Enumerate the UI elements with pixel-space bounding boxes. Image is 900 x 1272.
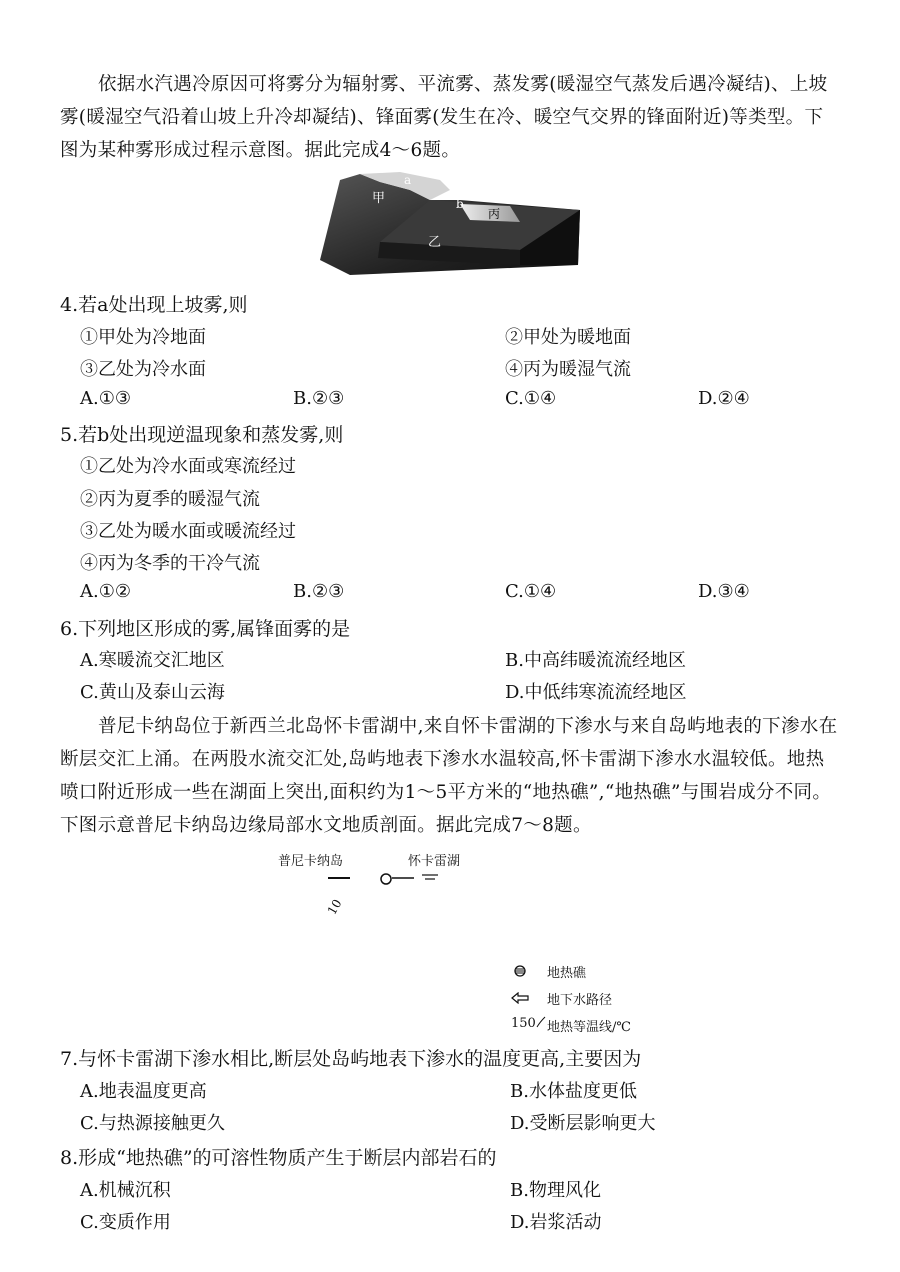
q5-option-d: D.③④ bbox=[698, 581, 750, 602]
q4-statement-4: ④丙为暖湿气流 bbox=[505, 359, 631, 380]
q8-option-a: A.机械沉积 bbox=[80, 1180, 171, 1201]
label-lake: 怀卡雷湖 bbox=[408, 854, 461, 869]
q6-option-a: A.寒暖流交汇地区 bbox=[80, 650, 225, 671]
q4-option-b: B.②③ bbox=[293, 388, 345, 409]
isotherm-label: 10 bbox=[324, 896, 345, 918]
q5-statement-2: ②丙为夏季的暖湿气流 bbox=[80, 489, 260, 510]
legend-isotherm-value: 150 bbox=[511, 1016, 536, 1031]
q5-statement-1: ①乙处为冷水面或寒流经过 bbox=[80, 456, 296, 477]
q4-option-c: C.①④ bbox=[505, 388, 557, 409]
q5-statement-3: ③乙处为暖水面或暖流经过 bbox=[80, 521, 296, 542]
q7-option-a: A.地表温度更高 bbox=[80, 1081, 207, 1102]
q4-stem: 4.若a处出现上坡雾,则 bbox=[60, 294, 248, 316]
q4-option-a: A.①③ bbox=[80, 388, 131, 409]
q4-statement-3: ③乙处为冷水面 bbox=[80, 359, 206, 380]
isotherm-icon bbox=[536, 1016, 546, 1028]
q5-option-c: C.①④ bbox=[505, 581, 557, 602]
geothermal-reef-icon bbox=[513, 964, 527, 978]
label-jia: 甲 bbox=[372, 191, 386, 206]
legend-label-isotherm: 地热等温线/℃ bbox=[547, 1020, 631, 1035]
label-yi: 乙 bbox=[428, 235, 442, 250]
q5-option-b: B.②③ bbox=[293, 581, 345, 602]
legend-label-path: 地下水路径 bbox=[547, 993, 613, 1008]
q4-statement-2: ②甲处为暖地面 bbox=[505, 327, 631, 348]
q4-option-d: D.②④ bbox=[698, 388, 750, 409]
label-bing: 丙 bbox=[488, 207, 501, 221]
q7-option-d: D.受断层影响更大 bbox=[510, 1113, 656, 1134]
q7-stem: 7.与怀卡雷湖下渗水相比,断层处岛屿地表下渗水的温度更高,主要因为 bbox=[60, 1048, 642, 1070]
q6-option-b: B.中高纬暖流流经地区 bbox=[505, 650, 686, 671]
q8-option-b: B.物理风化 bbox=[510, 1180, 601, 1201]
fog-diagram bbox=[320, 170, 580, 280]
q8-stem: 8.形成“地热礁”的可溶性物质产生于断层内部岩石的 bbox=[60, 1147, 497, 1169]
intro-fog-paragraph: 依据水汽遇冷原因可将雾分为辐射雾、平流雾、蒸发雾(暖湿空气蒸发后遇冷凝结)、上坡雾(暖湿空气沿着山坡上升冷却凝结)、锋面雾(发生在冷、暖空气交界的锋面附近)等类型。下图为某种雾形成过程示意图。据此完成4～6题。 bbox=[60, 74, 828, 161]
q6-stem: 6.下列地区形成的雾,属锋面雾的是 bbox=[60, 618, 351, 640]
q5-statement-4: ④丙为冬季的干冷气流 bbox=[80, 553, 260, 574]
q6-option-d: D.中低纬寒流流经地区 bbox=[505, 682, 687, 703]
legend-label-reef: 地热礁 bbox=[547, 966, 587, 981]
arrow-left-icon bbox=[511, 992, 529, 1004]
label-island: 普尼卡纳岛 bbox=[278, 854, 344, 869]
label-a: a bbox=[404, 173, 412, 187]
q8-option-c: C.变质作用 bbox=[80, 1212, 171, 1233]
section-profile bbox=[326, 870, 466, 900]
q4-statement-1: ①甲处为冷地面 bbox=[80, 327, 206, 348]
q5-option-a: A.①② bbox=[80, 581, 131, 602]
intro-island-paragraph: 普尼卡纳岛位于新西兰北岛怀卡雷湖中,来自怀卡雷湖的下渗水与来自岛屿地表的下渗水在断层交汇上涌。在两股水流交汇处,岛屿地表下渗水水温较高,怀卡雷湖下渗水水温较低。地热喷口附近形成一些在湖面上突出,面积约为1～5平方米的“地热礁”,“地热礁”与围岩成分不同。下图示意普尼卡纳岛边缘局部水文地质剖面。据此完成7～8题。 bbox=[60, 716, 838, 836]
label-b: b bbox=[456, 197, 464, 211]
q5-stem: 5.若b处出现逆温现象和蒸发雾,则 bbox=[60, 424, 344, 446]
q7-option-b: B.水体盐度更低 bbox=[510, 1081, 637, 1102]
q7-option-c: C.与热源接触更久 bbox=[80, 1113, 225, 1134]
q8-option-d: D.岩浆活动 bbox=[510, 1212, 602, 1233]
q6-option-c: C.黄山及泰山云海 bbox=[80, 682, 225, 703]
